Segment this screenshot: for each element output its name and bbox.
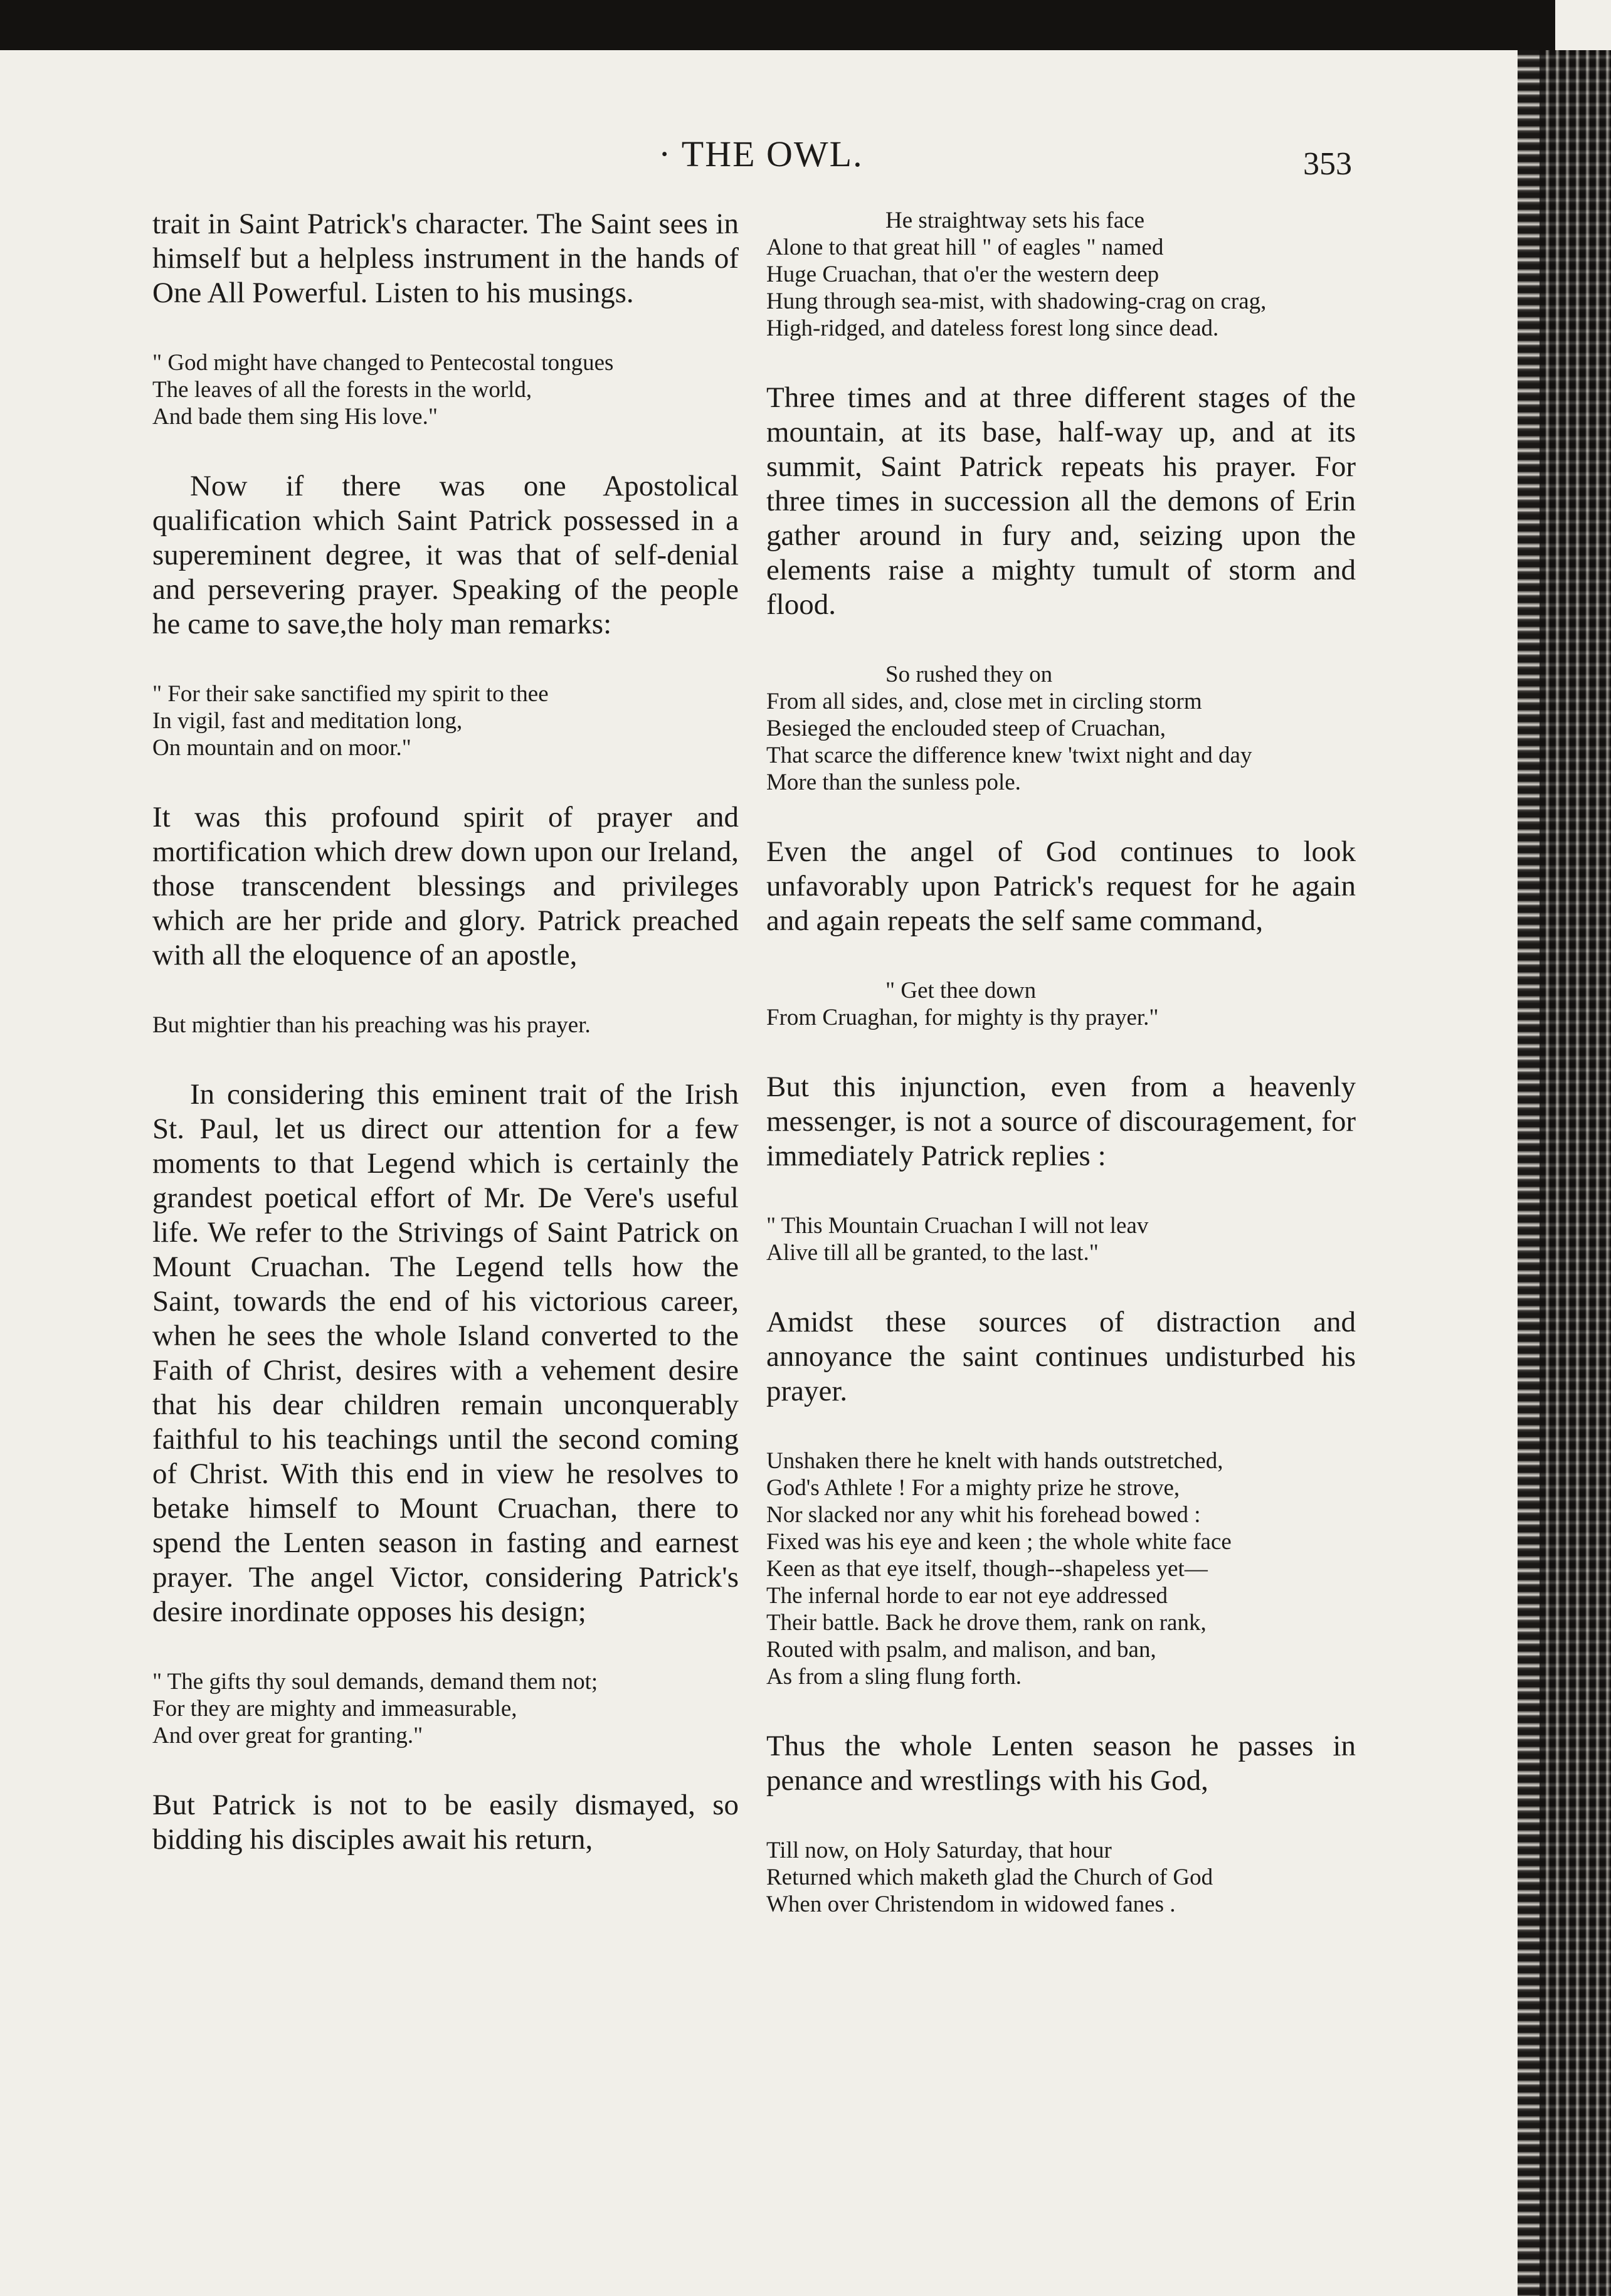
- verse-line: The infernal horde to ear not eye addressed: [766, 1583, 1168, 1609]
- verse-quotation: [152, 680, 739, 761]
- verse-line: Unshaken there he knelt with hands outstretched,: [766, 1448, 1223, 1474]
- block-gap: [152, 430, 739, 469]
- verse-line: Hung through sea-mist, with shadowing-crag on crag,: [766, 288, 1267, 314]
- verse-line: " Get thee down: [885, 978, 1037, 1003]
- verse-line: When over Christendom in widowed fanes .: [766, 1891, 1176, 1917]
- block-gap: [152, 310, 739, 349]
- verse-line: And over great for granting.": [152, 1723, 423, 1748]
- verse-line: That scarce the difference knew 'twixt night and day: [766, 743, 1252, 768]
- verse-line: Routed with psalm, and malison, and ban,: [766, 1637, 1156, 1663]
- prose-paragraph: But Patrick is not to be easily dismayed, so bidding his disciples await his return,: [152, 1789, 739, 1856]
- verse-line: The leaves of all the forests in the world,: [152, 377, 532, 403]
- verse-line: " For their sake sanctified my spirit to thee: [152, 681, 549, 707]
- prose-paragraph: Now if there was one Apostolical qualification which Saint Patrick possessed in a supereminent degree, it was that of self-denial and persevering prayer. Speaking of the people he came to save,the holy man remarks:: [152, 470, 739, 640]
- page-number: 353: [1303, 146, 1352, 182]
- prose-paragraph: But this injunction, even from a heavenly messenger, is not a source of discouragement, for immediately Patrick replies :: [766, 1071, 1356, 1172]
- block-gap: [152, 761, 739, 800]
- verse-quotation: [766, 207, 1356, 342]
- block-gap: [766, 342, 1356, 381]
- block-gap: [766, 1031, 1356, 1070]
- verse-line: Alone to that great hill " of eagles " named: [766, 235, 1164, 260]
- verse-line: From Cruaghan, for mighty is thy prayer.": [766, 1005, 1159, 1030]
- right-column: [766, 207, 1356, 1918]
- prose-paragraph: Amidst these sources of distraction and annoyance the saint continues undisturbed his prayer.: [766, 1306, 1356, 1407]
- verse-quotation: [766, 1447, 1356, 1690]
- block-gap: [152, 642, 739, 680]
- block-gap: [766, 1266, 1356, 1305]
- verse-line: And bade them sing His love.": [152, 404, 438, 430]
- verse-line: In vigil, fast and meditation long,: [152, 708, 463, 734]
- verse-line: Till now, on Holy Saturday, that hour: [766, 1838, 1112, 1863]
- verse-quotation: [766, 1212, 1356, 1266]
- block-gap: [766, 622, 1356, 661]
- verse-line: God's Athlete ! For a mighty prize he strove,: [766, 1475, 1180, 1501]
- block-gap: [152, 973, 739, 1012]
- verse-line: From all sides, and, close met in circling storm: [766, 689, 1202, 714]
- prose-paragraph: Even the angel of God continues to look unfavorably upon Patrick's request for he again and again repeats the self same command,: [766, 835, 1356, 937]
- verse-line: Keen as that eye itself, though--shapeless yet—: [766, 1556, 1208, 1582]
- verse-line: So rushed they on: [885, 662, 1053, 687]
- verse-quotation: [766, 661, 1356, 796]
- left-column: [152, 207, 739, 1857]
- verse-line: " God might have changed to Pentecostal tongues: [152, 350, 614, 376]
- prose-paragraph: Thus the whole Lenten season he passes in penance and wrestlings with his God,: [766, 1730, 1356, 1797]
- verse-line: Their battle. Back he drove them, rank on rank,: [766, 1610, 1207, 1636]
- verse-quotation: [766, 977, 1356, 1031]
- running-header: · THE OWL.: [658, 134, 864, 174]
- block-gap: [766, 1798, 1356, 1837]
- verse-line: Alive till all be granted, to the last.": [766, 1240, 1099, 1266]
- verse-line: But mightier than his preaching was his prayer.: [152, 1012, 591, 1038]
- verse-line: " This Mountain Cruachan I will not leav: [766, 1213, 1149, 1239]
- block-gap: [766, 1173, 1356, 1212]
- block-gap: [766, 938, 1356, 977]
- prose-paragraph: In considering this eminent trait of the Irish St. Paul, let us direct our attention for a few moments to that Legend which is certainly the grandest poetical effort of Mr. De Vere's useful life. We refer to the Strivings of Saint Patrick on Mount Cruachan. The Legend tells how the Saint, towards the end of his victorious career, when he sees the whole Island converted to the Faith of Christ, desires with a vehement desire that his dear children remain unconquerably faithful to his teachings until the second coming of Christ. With this end in view he resolves to betake himself to Mount Cruachan, there to spend the Lenten season in fasting and earnest prayer. The angel Victor, considering Patrick's desire inordinate opposes his design;: [152, 1078, 739, 1628]
- prose-paragraph: trait in Saint Patrick's character. The Saint sees in himself but a helpless instrument in the hands of One All Powerful. Listen to his musings.: [152, 208, 739, 309]
- verse-line: Besieged the enclouded steep of Cruachan,: [766, 716, 1166, 741]
- verse-line: " The gifts thy soul demands, demand them not;: [152, 1669, 598, 1695]
- block-gap: [766, 1690, 1356, 1729]
- verse-quotation: [152, 1012, 739, 1039]
- block-gap: [766, 796, 1356, 835]
- block-gap: [766, 1409, 1356, 1447]
- verse-line: More than the sunless pole.: [766, 770, 1021, 795]
- verse-line: Nor slacked nor any whit his forehead bowed :: [766, 1502, 1201, 1528]
- verse-line: As from a sling flung forth.: [766, 1664, 1022, 1690]
- block-gap: [152, 1629, 739, 1668]
- block-gap: [152, 1749, 739, 1788]
- verse-quotation: [152, 1668, 739, 1749]
- verse-quotation: [152, 349, 739, 430]
- prose-paragraph: Three times and at three different stages of the mountain, at its base, half-way up, and at its summit, Saint Patrick repeats his prayer. For three times in succession all the demons of Erin gather around in fury and, seizing upon the elements raise a mighty tumult of storm and flood.: [766, 381, 1356, 621]
- verse-line: For they are mighty and immeasurable,: [152, 1696, 517, 1722]
- verse-line: Huge Cruachan, that o'er the western deep: [766, 262, 1159, 287]
- prose-paragraph: It was this profound spirit of prayer and mortification which drew down upon our Ireland, those transcendent blessings and privileges which are her pride and glory. Patrick preached with all the eloquence of an apostle,: [152, 801, 739, 971]
- verse-line: Fixed was his eye and keen ; the whole white face: [766, 1529, 1232, 1555]
- verse-line: He straightway sets his face: [885, 208, 1145, 233]
- block-gap: [152, 1039, 739, 1077]
- scan-binding-edge-texture: [1540, 50, 1611, 2296]
- verse-quotation: [766, 1837, 1356, 1918]
- verse-line: On mountain and on moor.": [152, 735, 411, 761]
- verse-line: High-ridged, and dateless forest long since dead.: [766, 315, 1219, 341]
- verse-line: Returned which maketh glad the Church of God: [766, 1865, 1213, 1890]
- scan-top-border: [0, 0, 1555, 50]
